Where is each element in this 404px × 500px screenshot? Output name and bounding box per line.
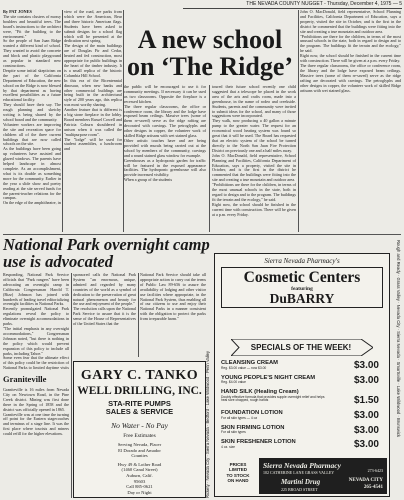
paragraph: toured their future school recently one child suggested that a telescope be placed in the work area of the arts and crafts room, made into a greenhouse, in the name of rodeo and creekside. Students, parents and the community were invited to submit ideas for the school, and many of those suggestions were incorporated.: [212, 85, 296, 119]
pharmacy-address: 102 CATHERINE LANE GRASS VALLEY: [263, 470, 335, 475]
address-line: Day or Night: [127, 489, 152, 495]
paragraph: The three regular classrooms, the office or conference room, the library and the lodge have exposed beam ceilings. Massive trees (some of them re-saved) serve as the ridge rafting are decorated with carvings. The petroglyphs and other designs in copper, the volunteer work of skilled Ridge artisans with wet stained glass.: [124, 103, 206, 139]
ridge-column-3: [124, 85, 206, 232]
prices-limited-note: [220, 462, 256, 484]
paragraph: The site contains clusters of mossy boulders and beautiful trees. The board's instructions to the architect were, "Fit the building to the environment.": [3, 13, 61, 39]
ad-company: WELL DRILLING, INC.: [77, 385, 202, 397]
column-rule: [209, 85, 210, 232]
paragraph: view of the road, are parks from which were the American, Bear and three historic American flags. Students have been asked to submit designs for a school flag which will be presented at the dedication next spring.: [64, 10, 122, 44]
address-line: Auburn, Calif.: [126, 472, 153, 478]
serving-line: Serving Nevada, Placer: [117, 442, 162, 447]
graniteville-headline: Graniteville: [3, 374, 47, 384]
paragraph: They should have their say. The rough planning and sketchy writing is being shared by the school board and the community.: [3, 102, 61, 122]
ridge-column-5: [300, 10, 401, 232]
ad-brand: DuBARRY: [269, 291, 335, 306]
note-line: ON HAND: [227, 478, 249, 484]
paragraph: Right now, the school should be finished in the current time with construction. There will be given at a p.m. every Friday.: [212, 201, 296, 217]
side-strip-text: Rough and Ready · Grass Valley · Nevada City · Sierra Nevada · Smartsville · Lake Wildwood · Brunswick: [396, 240, 401, 438]
paragraph: When a group of the students: [124, 177, 173, 183]
paragraph: Graniteville is 16 miles from Nevada City on Newtown Road, in the Pine Creek district. Mining was first done there in the Spring of 1858 and the district was officially opened in 1865.: [3, 388, 69, 412]
note-line: TO STOCK: [226, 472, 250, 478]
paragraph: Right now, the school should be finished in the current time with construction. There will be given at a p.m. every Friday.: [300, 53, 401, 64]
ridge-column-2: [64, 10, 122, 232]
serving-line: Counties: [131, 453, 148, 459]
pharmacy-phone: 273-6423: [367, 468, 383, 473]
ad-store-line: Sierra Nevada Pharmacy's: [264, 257, 340, 265]
address-line: Call 885-0621: [126, 484, 153, 490]
paragraph: The three regular classrooms, the office or conference room, the library and the lodge have exposed beam ceilings. Massive trees (some of them re-saved) serve as the ridge rafting are decorated with carvings. The petroglyphs and other designs in copper, the volunteer work of skilled Ridge artisans with wet stained glass.: [300, 62, 401, 93]
paragraph: Graniteville was at one time the turning off point for the Eastern stagecoaches and terminus of a stage line. It was the first place where tourists and miners could refill for the higher elevations.: [3, 411, 69, 437]
store-locations-box: [259, 458, 387, 494]
pharmacy-name: Sierra Nevada Pharmacy: [263, 461, 341, 470]
item-desc: For all skin types: [221, 430, 246, 435]
item-desc: Reg. $4.00 value: [221, 380, 246, 385]
ad-serving: [74, 442, 205, 459]
item-name: SKIN FIRMING LOTION: [221, 424, 285, 431]
special-item: [221, 375, 385, 390]
martini-phone: 265-4541: [363, 485, 383, 490]
paragraph: John O. MacDonald, field representative, School Planning and Facilities, California Department of Education, says a property, visited the site in October, and is the first in the district he commented that the buildings were fitting into the site and creating a true mountain and outdoor area.: [300, 10, 401, 34]
column-rule: [71, 273, 72, 498]
paragraph: On the edge of the amphitheatre, in: [3, 200, 61, 206]
note-line: LIMITED: [229, 467, 247, 473]
item-price: $3.00: [353, 360, 379, 371]
paragraph: Another feature that is different is a big stone fireplace in the lobby. Board members Russel Cowell and Patricia Coburn shouldered in unison when it was called the "multipurpose room".: [64, 107, 122, 137]
martini-city: NEVADA CITY: [348, 478, 383, 483]
ad-services: [74, 400, 205, 416]
special-item: [221, 410, 385, 425]
side-strip-text: Rickety · Nevada City · Sierra Nevada · Bedford · Lake Wildwood · Penn Valley: [205, 350, 210, 498]
paragraph: sponsored calls the National Park System "an enormous, unique, admired and regarded by many countries of the world as a symbol of dedication to the preservation of great natural phenomenon and beauty for the use and enjoyment of the people.": [73, 273, 136, 307]
paragraph: "Prohibitions are there for the children, in terms of the most unusual schools in the state, both in regard to design and to the program. The buildings fit the terrain and the ecology," he said.: [212, 182, 296, 202]
park-column-1: [3, 273, 69, 370]
item-desc: Reg. $3.00 value — now $3.00: [221, 365, 267, 370]
special-item: [221, 425, 385, 440]
paragraph: Responding, National Park Service officials that "Park rangers" have been advocating an overnight camp in California Congressman Harold T. (Bizz) Johnson has joined with hundreds of leading travel editorializing overnight facilities in National Parks.: [3, 273, 69, 307]
address-line: (1460 Canal Street): [121, 467, 158, 473]
ad-tagline: No Water - No Pay: [111, 421, 168, 430]
paragraph: National Park Service should take all appropriate action to carry out the terms of Public Law 89-656 to assure the availability of lodging and other visitor use facilities where appropriate, in the National Park System, thus enabling all of our citizens to use and enjoy their National Parks in a manner consistent with the obligation to protect the parks from irreparable harm.": [140, 273, 206, 322]
item-price: $3.00: [353, 410, 379, 422]
item-desc: For all skin types — 4 oz: [221, 415, 258, 420]
ad-estimates: Free Estimates: [123, 433, 156, 439]
item-name: HAND SILK (Healing Cream): [221, 389, 299, 396]
paragraph: So the people of San Juan Ridge wanted a different kind of school. They wanted to avoid the concrete and block and plastic playground as popular in standard new constructions.: [3, 38, 61, 68]
ad-title: Cosmetic Centers: [243, 269, 361, 286]
item-name: SKIN FRESHENER LOTION: [221, 439, 296, 446]
note-line: PRICES: [229, 462, 247, 467]
item-desc: 4 oz. size: [221, 444, 235, 449]
paragraph: In this era of the Bicentennial dinosaur, when new banks and other commercial buildings are being built in the architectural style of 200 years ago, this replica was most worthy sharing.: [64, 77, 122, 108]
paragraph: The resolution calls upon the National Park Service to assure that it is the sense of the House of Representatives of the United States that the: [73, 306, 136, 327]
item-desc: Doubly effective formula that provides supple overnight relief and helps heal sore chapped, rough hands: [221, 394, 325, 403]
park-headline: National Park overnight camp use is advocated: [3, 235, 210, 271]
paragraph: Volunteer workers are improving the site and recreation space for children all of the three current buildings that are now called schools on the site.: [3, 121, 61, 147]
ridge-column-4: [212, 85, 296, 232]
paragraph: The design of the main buildings are of Douglas Fir and Cedar, heated and fed construction, most appropriate for public buildings in the heart of the timber industry. It is a small replica of the historic Columbia Hill School.: [64, 43, 122, 78]
special-item: [221, 439, 385, 454]
column-rule: [123, 10, 124, 232]
page-masthead: THE NEVADA COUNTY NUGGET - Thursday, December 4, 1975 — 5: [183, 1, 402, 9]
paragraph: Despite some initial skepticism on the part of the California Department of Education, the new school on the Ridge is now blessed by that department as having excellent possibilities as a future educational facility.: [3, 67, 61, 103]
special-item: [221, 360, 385, 375]
special-item: [221, 389, 385, 410]
side-strip-left: [204, 240, 213, 498]
side-strip-right: [391, 240, 403, 498]
paragraph: the public will be encouraged to use it for community meetings. If necessary it can be used as two classrooms. Opposite the fireplace is a recessed kitchen.: [124, 85, 206, 104]
martini-name: Martini Drug: [281, 478, 321, 486]
specials-list: [221, 360, 385, 454]
park-column-3: [140, 273, 206, 357]
column-rule: [298, 10, 299, 232]
item-price: $3.00: [353, 424, 379, 436]
paragraph: Recently promulgated National Park regulations reveal the policy to eliminate overnight accommodations in parks.: [3, 306, 69, 327]
ridge-headline: A new school on ‘The Ridge’: [126, 25, 294, 81]
item-price: $3.00: [353, 374, 379, 386]
specials-title: SPECIALS OF THE WEEK!: [250, 343, 352, 352]
item-price: $3.00: [353, 439, 379, 451]
ad-featuring: featuring: [291, 286, 313, 292]
service-line: STA-RITE PUMPS: [108, 399, 171, 408]
item-name: YOUNG PEOPLE'S NIGHT CREAM: [221, 374, 316, 381]
service-line: SALES & SERVICE: [105, 407, 174, 416]
well-drilling-ad: [73, 361, 206, 498]
paragraph: "The initial emphasis in any overnight accommodations," Congressman Johnson noted, "but there is nothing in the policy which would prevent expansion of this policy to include all parks, including Tahoe.": [3, 325, 69, 356]
martini-address: 225 BROAD STREET: [281, 487, 318, 492]
paragraph: John O. MacDonald, field representative, School Planning and Facilities, California Department of Education, says a property, visited the site in October, and is the first in the district he commented that the buildings were fitting into the site and creating a true mountain and outdoor area.: [212, 152, 296, 183]
ad-address: [74, 462, 205, 496]
item-price: $1.50: [353, 395, 379, 407]
paragraph: As the buildings have been going up volunteers have assisted and glazed windows. The parents have helped landscape in almost complete. As an accomplishment, what is its double as something more for the community. Earlier in the year a slide show and poetry reading at the site served funds for the parent-teacher relations for the campus.: [3, 146, 61, 201]
column-rule: [62, 10, 63, 232]
address-line: 95603: [133, 478, 146, 484]
park-column-2: [73, 273, 136, 357]
byline: By PAT JONES: [3, 10, 32, 14]
cosmetic-centers-ad: [214, 253, 390, 497]
ad-name: GARY C. TANKO: [80, 368, 199, 383]
paragraph: Other artistic touches have and are being provided with murals being carried out at the school by members of the community, carvings and a round stained glass window for example.: [124, 137, 206, 158]
paragraph: They walk, now producing a 40 gallon a minute pump to the greater water. The request for an economical wood heating system was found so great that it will be used. The Board has requested that an electric system of the school be turned directly to the North San Juan Fire Protection District on previously one and a half miles away.: [212, 118, 296, 153]
serving-line: El Dorado and Amador: [118, 447, 161, 453]
paragraph: Some even fear that the ultimate effect of this policy could be the restriction of National Parks to limited daytime visits: [3, 355, 69, 370]
ridge-column-1: [3, 10, 61, 232]
column-rule: [138, 273, 139, 357]
item-name: FOUNDATION LOTION: [221, 410, 283, 417]
graniteville-text: [3, 388, 69, 498]
paragraph: "Prohibitions are there for the children, in terms of the most unusual schools in the state, both in regard to design and to the program. The buildings fit the terrain and the ecology," he said.: [300, 33, 401, 54]
ad-title-box: [221, 267, 383, 308]
paragraph: The "lodge" will be used for student assemblies, a lunchroom and: [64, 136, 122, 152]
paragraph: Greenhouses as a hydroponic garden for traffic will be featured in the exposed appearance facilities. The hydroponic greenhouse will also provide increased visibility.: [124, 157, 206, 178]
item-name: CLEANSING CREAM: [221, 360, 279, 366]
address-line: Hwy 49 & Lother Road: [117, 461, 162, 467]
